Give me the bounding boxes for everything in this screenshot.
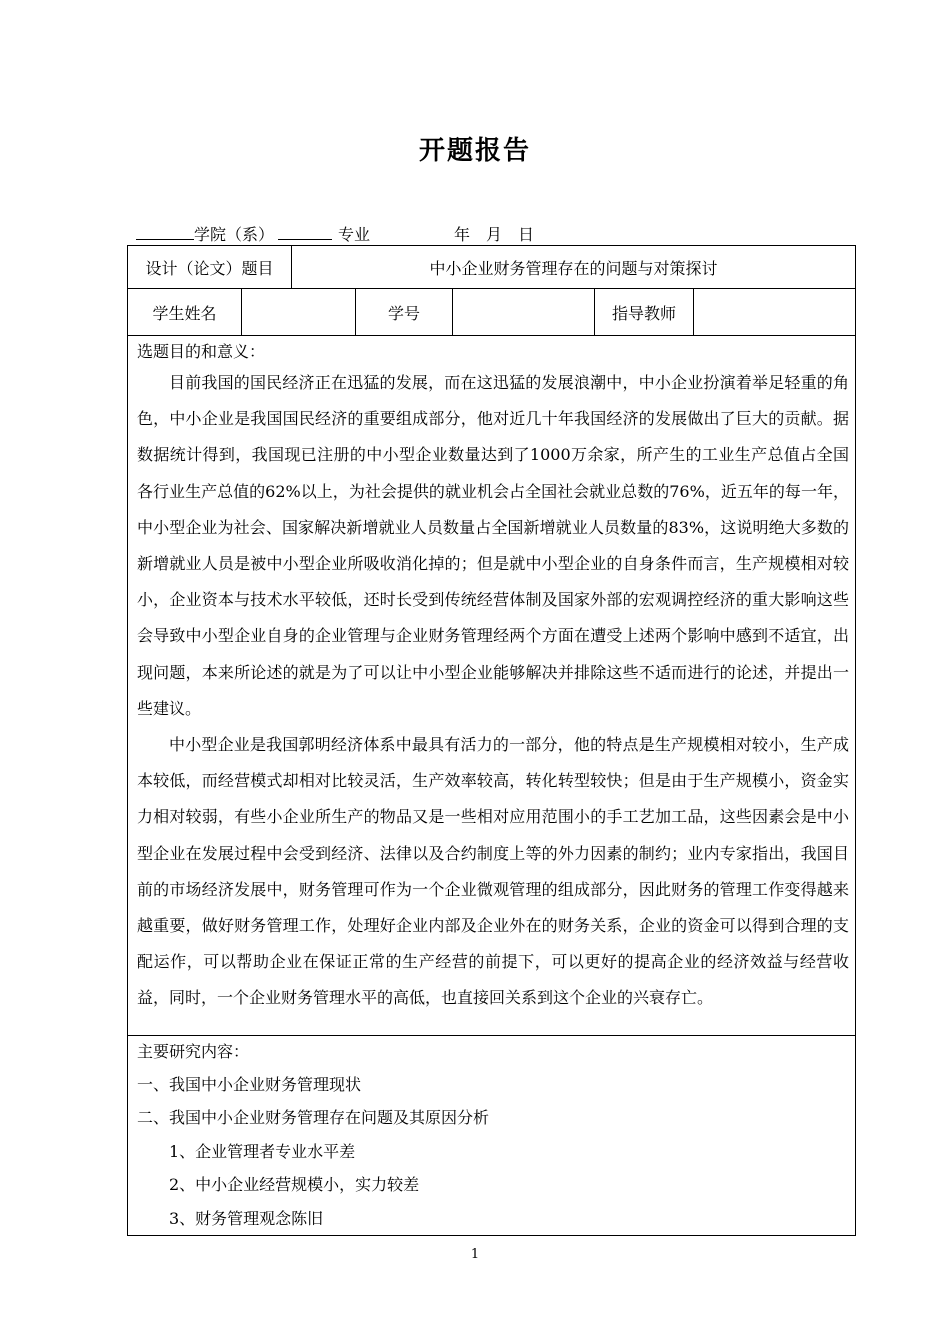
form-table [127, 245, 856, 1236]
student-row [128, 289, 855, 336]
date-label: 年 月 日 [454, 225, 535, 244]
purpose-paragraph-2: 中小型企业是我国郭明经济体系中最具有活力的一部分，他的特点是生产规模相对较小，生产成本较低，而经营模式却相对比较灵活，生产效率较高，转化转型较快；但是由于生产规模小，资金实力相对较弱，有些小企业所生产的物品又是一些相对应用范围小的手工艺加工品，这些因素会是中小型企业在发展过程中会受到经济、法律以及合约制度上等的外力因素的制约；业内专家指出，我国目前的市场经济发展中，财务管理可作为一个企业微观管理的组成部分，因此财务的管理工作变得越来越重要，做好财务管理工作，处理好企业内部及企业外在的财务关系，企业的资金可以得到合理的支配运作，可以帮助企业在保证正常的生产经营的前提下，可以更好的提高企业的经济效益与经营收益，同时，一个企业财务管理水平的高低，也直接回关系到这个企业的兴衰存亡。 [137, 735, 849, 1008]
research-section [128, 1036, 855, 1235]
advisor-label: 指导教师 [595, 289, 694, 335]
student-id-label: 学号 [356, 289, 453, 335]
major-label: 专业 [338, 225, 371, 244]
header-line [136, 221, 856, 245]
research-item-2: 二、我国中小企业财务管理存在问题及其原因分析 [137, 1108, 490, 1127]
page-title: 开题报告 [418, 136, 531, 166]
topic-row [128, 246, 855, 289]
student-name-label: 学生姓名 [128, 289, 242, 335]
topic-label: 设计（论文）题目 [128, 246, 292, 288]
purpose-paragraph-1: 目前我国的国民经济正在迅猛的发展，而在这迅猛的发展浪潮中，中小企业扮演着举足轻重的角色，中小企业是我国国民经济的重要组成部分，他对近几十年我国经济的发展做出了巨大的贡献。据数据统计得到，我国现已注册的中小型企业数量达到了1000万余家，所产生的工业生产总值占全国各行业生产总值的62%以上，为社会提供的就业机会占全国社会就业总数的76%，近五年的每一年，中小型企业为社会、国家解决新增就业人员数量占全国新增就业人员数量的83%，这说明绝大多数的新增就业人员是被中小型企业所吸收消化掉的；但是就中小型企业的自身条件而言，生产规模相对较小，企业资本与技术水平较低，还时长受到传统经营体制及国家外部的宏观调控经济的重大影响这些会导致中小型企业自身的企业管理与企业财务管理经两个方面在遭受上述两个影响中感到不适宜，出现问题，本来所论述的就是为了可以让中小型企业能够解决并排除这些不适而进行的论述，并提出一些建议。 [137, 373, 849, 718]
student-name-field[interactable] [242, 289, 356, 335]
research-subitem-3: 3、财务管理观念陈旧 [169, 1209, 324, 1228]
purpose-section [128, 336, 855, 1036]
research-item-1: 一、我国中小企业财务管理现状 [137, 1075, 362, 1094]
page-number: 1 [470, 1247, 480, 1262]
topic-value[interactable]: 中小企业财务管理存在的问题与对策探讨 [429, 258, 718, 278]
student-id-field[interactable] [453, 289, 595, 335]
advisor-field[interactable] [694, 289, 855, 335]
research-subitem-1: 1、企业管理者专业水平差 [169, 1142, 356, 1161]
research-subitem-2: 2、中小企业经营规模小，实力较差 [169, 1175, 420, 1194]
major-blank[interactable] [278, 221, 332, 240]
college-label: 学院（系） [194, 225, 275, 244]
college-blank[interactable] [136, 221, 194, 240]
research-heading: 主要研究内容： [137, 1042, 250, 1061]
purpose-heading: 选题目的和意义： [137, 342, 266, 361]
